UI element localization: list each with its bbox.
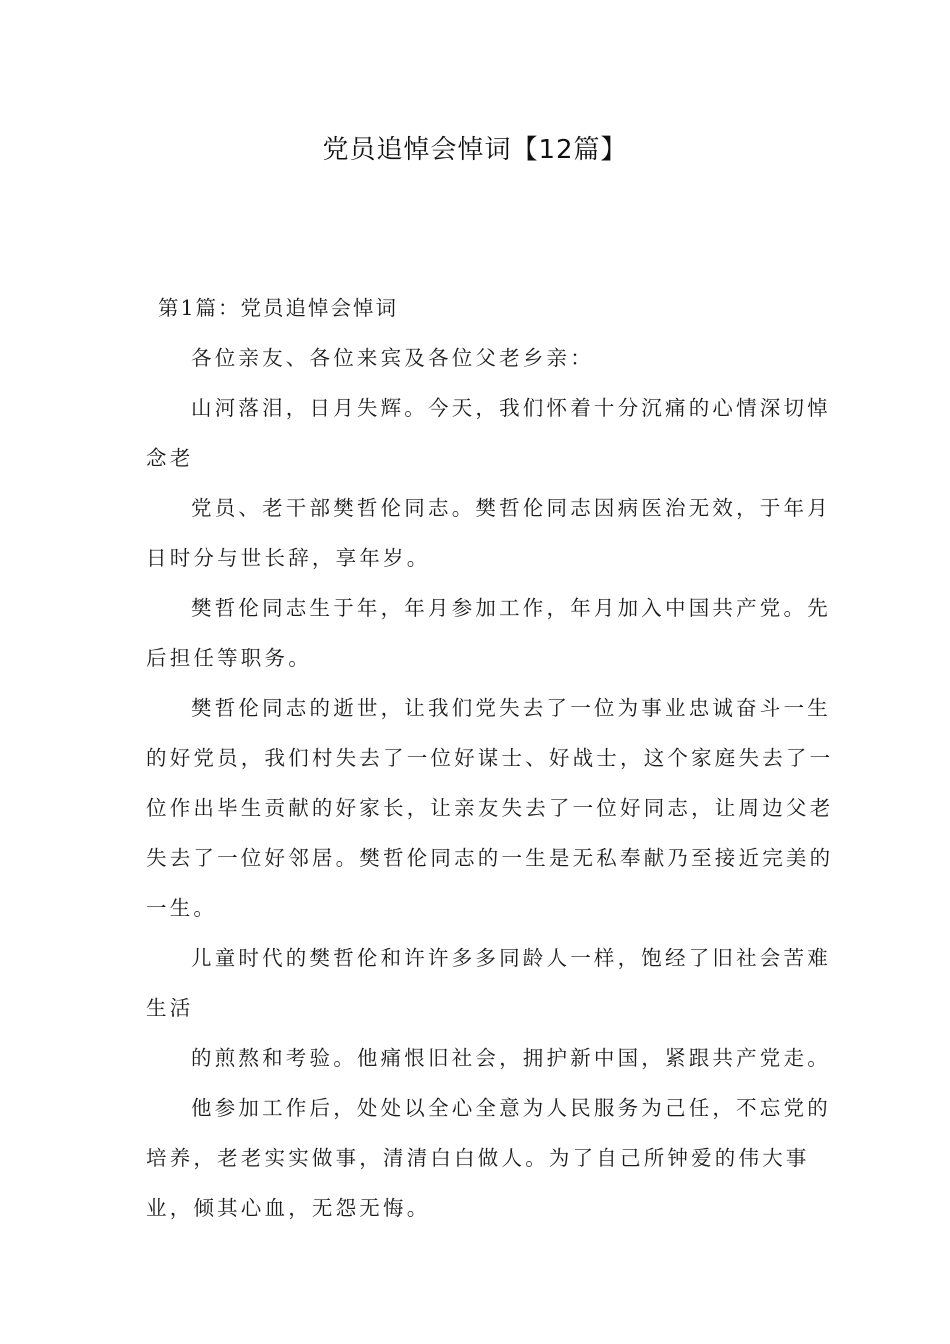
document-body (146, 283, 834, 1233)
paragraph-greeting (146, 333, 806, 383)
section-heading: 第1篇：党员追悼会悼词 (158, 296, 399, 320)
paragraph-line: 儿童时代的樊哲伦和许许多多同龄人一样，饱经了旧社会苦难 (191, 946, 831, 970)
paragraph-line: 日时分与世长辞，享年岁。 (146, 546, 431, 570)
paragraph-childhood (146, 933, 831, 1033)
document-title: 党员追悼会悼词【12篇】 (322, 135, 628, 165)
paragraph-line: 樊哲伦同志的逝世，让我们党失去了一位为事业忠诚奋斗一生 (191, 696, 831, 720)
paragraph-line: 党员、老干部樊哲伦同志。樊哲伦同志因病医治无效，于年月 (191, 496, 831, 520)
paragraph-line: 业，倾其心血，无怨无悔。 (146, 1196, 431, 1220)
paragraph-line: 位作出毕生贡献的好家长，让亲友失去了一位好同志，让周边父老 (146, 796, 834, 820)
paragraph-line: 的煎熬和考验。他痛恨旧社会，拥护新中国，紧跟共产党走。 (191, 1046, 831, 1070)
paragraph-hardship (146, 1033, 831, 1083)
paragraph-line: 生活 (146, 996, 194, 1020)
paragraph-line: 后担任等职务。 (146, 646, 312, 670)
paragraph-biography (146, 583, 831, 683)
paragraph-line: 培养，老老实实做事，清清白白做人。为了自己所钟爱的伟大事 (146, 1146, 810, 1170)
paragraph-line: 念老 (146, 446, 194, 470)
paragraph-career (146, 1083, 831, 1233)
paragraph-line: 他参加工作后，处处以全心全意为人民服务为己任，不忘党的 (191, 1096, 831, 1120)
paragraph-death-notice (146, 483, 831, 583)
paragraph-line: 一生。 (146, 896, 218, 920)
paragraph-opening (146, 383, 831, 483)
paragraph-loss (146, 683, 834, 933)
paragraph-line: 的好党员，我们村失去了一位好谋士、好战士，这个家庭失去了一 (146, 746, 834, 770)
paragraph-line: 各位亲友、各位来宾及各位父老乡亲： (191, 346, 594, 370)
paragraph-line: 山河落泪，日月失辉。今天，我们怀着十分沉痛的心情深切悼 (191, 396, 831, 420)
paragraph-line: 失去了一位好邻居。樊哲伦同志的一生是无私奉献乃至接近完美的 (146, 846, 834, 870)
paragraph-line: 樊哲伦同志生于年，年月参加工作，年月加入中国共产党。先 (191, 596, 831, 620)
